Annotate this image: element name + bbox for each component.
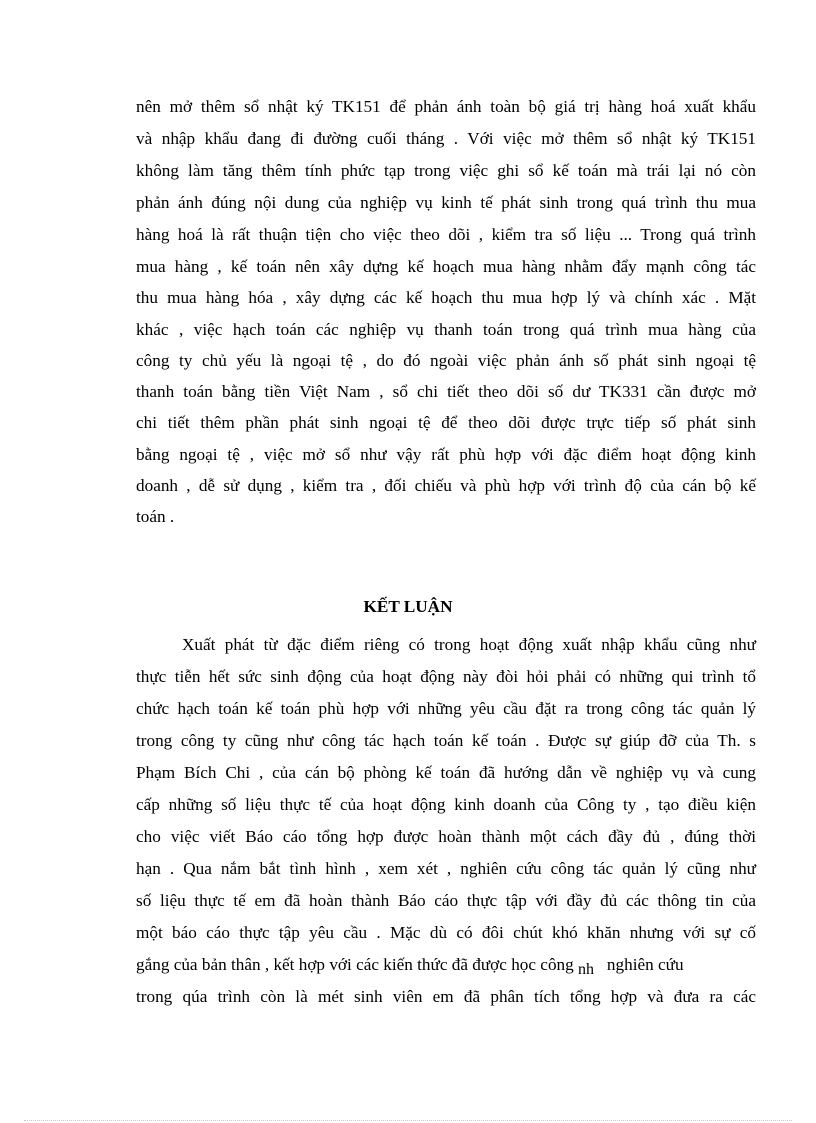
paragraph-line: doanh , dễ sử dụng , kiểm tra , đối chiếu và phù hợp với trình độ của cán bộ kế	[136, 476, 756, 495]
paragraph-line: Xuất phát từ đặc điểm riêng có trong hoạt động xuất nhập khẩu cũng như	[182, 635, 756, 654]
paragraph-line: hạn . Qua nắm bắt tình hình , xem xét , nghiên cứu công tác quản lý cũng như	[136, 859, 756, 878]
paragraph-line: số liệu thực tế em đã hoàn thành Báo cáo thực tập với đầy đủ các thông tin của	[136, 891, 756, 910]
paragraph-line: phản ánh đúng nội dung của nghiệp vụ kinh tế phát sinh trong quá trình thu mua	[136, 193, 756, 212]
paragraph-line: cấp những số liệu thực tế của hoạt động kinh doanh của Công ty , tạo điều kiện	[136, 795, 756, 814]
paragraph-line: thanh toán bằng tiền Việt Nam , sổ chi tiết theo dõi số dư TK331 cần được mở	[136, 382, 756, 401]
paragraph-line: khác , việc hạch toán các nghiệp vụ thanh toán trong quá trình mua hàng của	[136, 320, 756, 339]
paragraph-line: Phạm Bích Chi , của cán bộ phòng kế toán đã hướng dẫn về nghiệp vụ và cung	[136, 763, 756, 782]
paragraph-line: trong qúa trình còn là mét sinh viên em đã phân tích tổng hợp và đưa ra các	[136, 987, 756, 1006]
paragraph-line: nên mở thêm sổ nhật ký TK151 để phản ánh toàn bộ giá trị hàng hoá xuất khẩu	[136, 97, 756, 116]
paragraph-line: bằng ngoại tệ , việc mở sổ như vậy rất phù hợp với đặc điểm hoạt động kinh	[136, 445, 756, 464]
paragraph-line: mua hàng , kế toán nên xây dựng kế hoạch mua hàng nhằm đẩy mạnh công tác	[136, 257, 756, 276]
paragraph-line: trong công ty cũng như công tác hạch toán kế toán . Được sự giúp đỡ của Th. s	[136, 731, 756, 750]
paragraph-line: thực tiễn hết sức sinh động của hoạt động này đòi hỏi phải có những qui trình tổ	[136, 667, 756, 686]
paragraph-line: thu mua hàng hóa , xây dựng các kế hoạch thu mua hợp lý và chính xác . Mặt	[136, 288, 756, 307]
paragraph-line: hàng hoá là rất thuận tiện cho việc theo dõi , kiểm tra số liệu ... Trong quá trình	[136, 225, 756, 244]
line-text: nghiên cứu	[606, 955, 684, 974]
subscript-fragment: nh	[578, 961, 595, 978]
page-bottom-rule	[24, 1120, 792, 1121]
paragraph-line: toán .	[136, 507, 175, 526]
paragraph-line: và nhập khẩu đang đi đường cuối tháng . Với việc mở thêm sổ nhật ký TK151	[136, 129, 756, 148]
section-heading: KẾT LUẬN	[363, 597, 453, 616]
paragraph-line: công ty chủ yếu là ngoại tệ , do đó ngoài việc phản ánh số phát sinh ngoại tệ	[136, 351, 756, 370]
paragraph-line: một báo cáo thực tập yêu cầu . Mặc dù có đôi chút khó khăn nhưng với sự cố	[136, 923, 756, 942]
paragraph-line: chức hạch toán kế toán phù hợp với những yêu cầu đặt ra trong công tác quản lý	[136, 699, 756, 718]
line-text: gắng của bản thân , kết hợp với các kiến thức đã được học công	[136, 955, 574, 974]
paragraph-line: cho việc viết Báo cáo tổng hợp được hoàn thành một cách đầy đủ , đúng thời	[136, 827, 756, 846]
paragraph-line	[136, 953, 756, 977]
paragraph-line: chi tiết thêm phần phát sinh ngoại tệ để theo dõi được trực tiếp số phát sinh	[136, 413, 756, 432]
paragraph-line: không làm tăng thêm tính phức tạp trong việc ghi sổ kế toán mà trái lại nó còn	[136, 161, 756, 180]
